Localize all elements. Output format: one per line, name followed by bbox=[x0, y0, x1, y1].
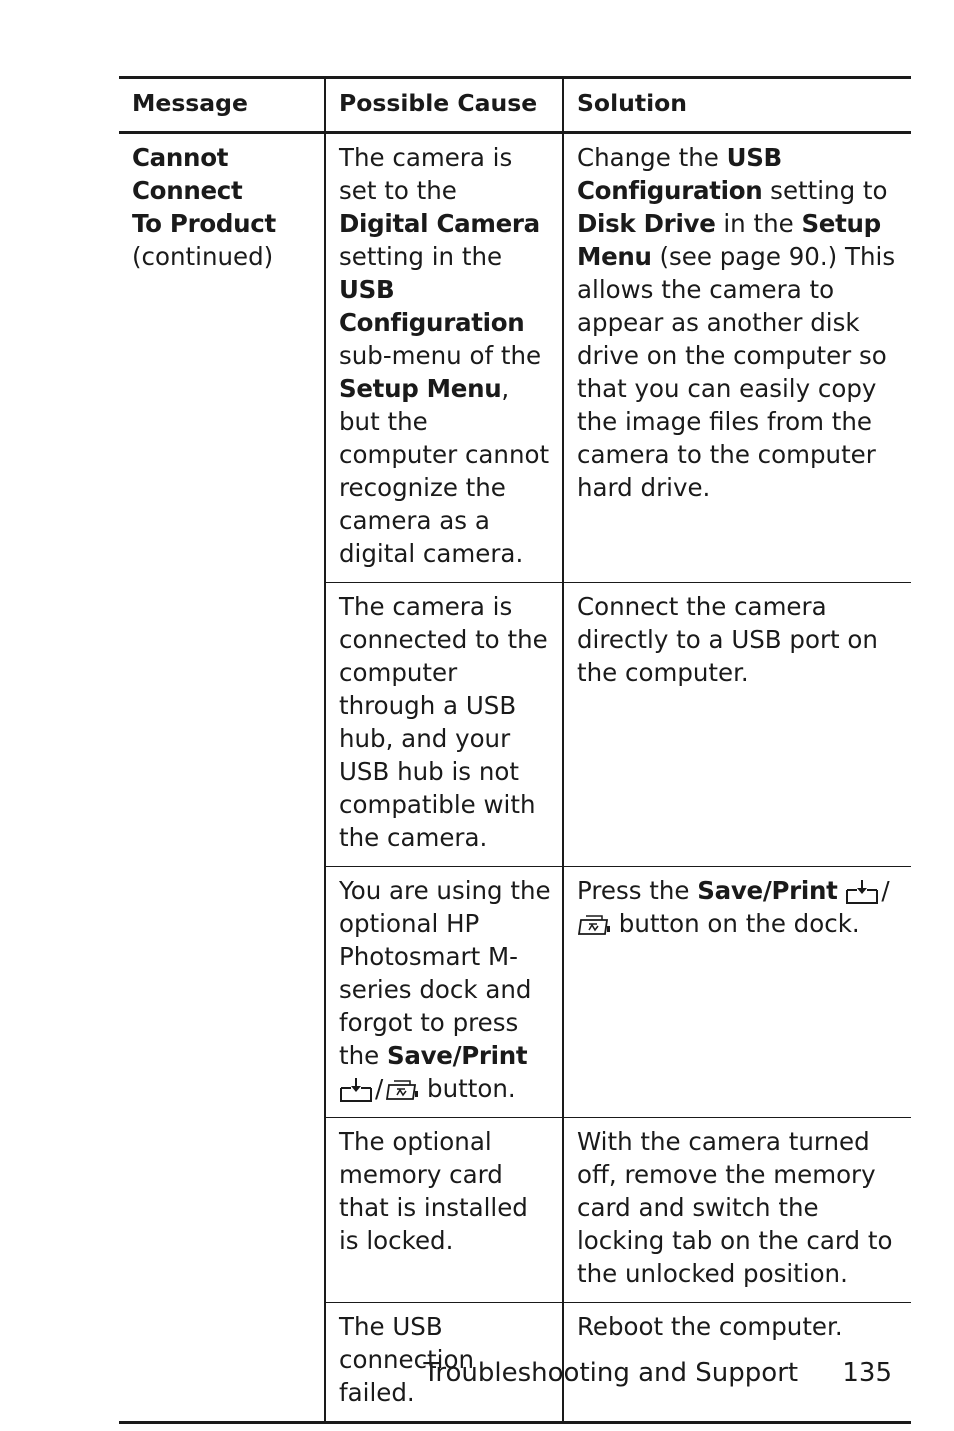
save-print-button-icon: / bbox=[577, 876, 892, 938]
bold-term: USB Configuration bbox=[577, 143, 782, 205]
table-header-row bbox=[119, 78, 911, 133]
page-footer bbox=[0, 1355, 892, 1391]
message-title-line2: To Product bbox=[132, 209, 276, 238]
header-possible-cause: Possible Cause bbox=[325, 78, 563, 133]
save-print-button-icon: / bbox=[339, 1074, 419, 1103]
header-message: Message bbox=[132, 89, 248, 117]
solution-cell: Connect the camera directly to a USB port on the computer. bbox=[563, 583, 911, 867]
header-solution: Solution bbox=[563, 78, 911, 133]
table-row bbox=[119, 133, 911, 583]
footer-section-title: Troubleshooting and Support bbox=[423, 1358, 799, 1388]
cause-cell: The USB connection failed. bbox=[325, 1303, 563, 1423]
bold-term: Setup Menu bbox=[577, 209, 881, 271]
cause-cell: The optional memory card that is installed is locked. bbox=[325, 1118, 563, 1303]
cause-cell: You are using the optional HP Photosmart M-series dock and forgot to press the Save/Print / button. bbox=[325, 867, 563, 1118]
solution-cell: With the camera turned off, remove the memory card and switch the locking tab on the card to the unlocked position. bbox=[563, 1118, 911, 1303]
message-title-line1: Cannot Connect bbox=[132, 143, 243, 205]
solution-cell: Reboot the computer. bbox=[563, 1303, 911, 1423]
bold-term: Save/Print bbox=[387, 1041, 528, 1070]
solution-cell: Press the Save/Print / button on the dock. bbox=[563, 867, 911, 1118]
print-icon bbox=[577, 912, 611, 938]
save-icon bbox=[339, 1077, 373, 1103]
message-continued-note: (continued) bbox=[132, 242, 274, 271]
bold-term: Setup Menu bbox=[339, 374, 502, 403]
troubleshooting-table-container bbox=[119, 76, 911, 1424]
cause-cell: The camera is connected to the computer through a USB hub, and your USB hub is not compatible with the camera. bbox=[325, 583, 563, 867]
save-icon bbox=[845, 879, 879, 905]
bold-term: USB Configuration bbox=[339, 275, 525, 337]
message-cell bbox=[119, 133, 325, 1423]
troubleshooting-table bbox=[119, 76, 911, 1424]
page-number: 135 bbox=[842, 1358, 892, 1388]
bold-term: Save/Print bbox=[697, 876, 838, 905]
bold-term: Disk Drive bbox=[577, 209, 716, 238]
bold-term: Digital Camera bbox=[339, 209, 540, 238]
cause-cell: The camera is set to the Digital Camera setting in the USB Configuration sub-menu of the Setup Menu, but the computer cannot recognize the camera as a digital camera. bbox=[325, 133, 563, 583]
print-icon bbox=[385, 1077, 419, 1103]
solution-cell: Change the USB Configuration setting to Disk Drive in the Setup Menu (see page 90.) This allows the camera to appear as another disk drive on the computer so that you can easily copy the image files from the camera to the computer hard drive. bbox=[563, 133, 911, 583]
